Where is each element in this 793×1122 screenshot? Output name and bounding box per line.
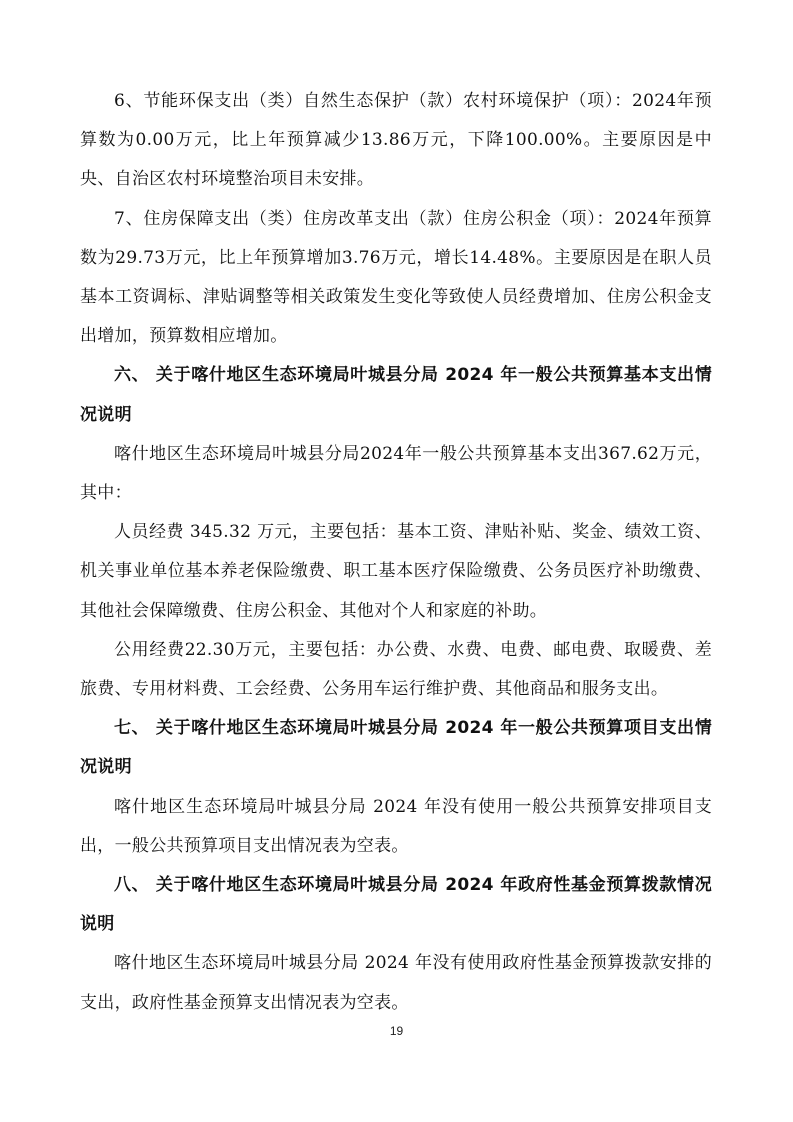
paragraph-item-7: 7、住房保障支出（类）住房改革支出（款）住房公积金（项）：2024年预算数为29.73万元，比上年预算增加3.76万元，增长14.48%。主要原因是在职人员基本工资调标、津贴调整等相关政策发生变化等致使人员经费增加、住房公积金支出增加，预算数相应增加。: [80, 208, 712, 347]
section-heading-7: 七、 关于喀什地区生态环境局叶城县分局 2024 年一般公共预算项目支出情况说明: [80, 718, 712, 778]
paragraph-project-expenditure: 喀什地区生态环境局叶城县分局 2024 年没有使用一般公共预算安排项目支出，一般公共预算项目支出情况表为空表。: [80, 796, 712, 856]
paragraph-item-6: 6、节能环保支出（类）自然生态保护（款）农村环境保护（项）：2024年预算数为0.00万元，比上年预算减少13.86万元，下降100.00%。主要原因是中央、自治区农村环境整治项目未安排。: [80, 91, 712, 190]
section-heading-8: 八、 关于喀什地区生态环境局叶城县分局 2024 年政府性基金预算拨款情况说明: [80, 875, 712, 935]
document-body: [80, 82, 712, 1023]
paragraph-government-fund: 喀什地区生态环境局叶城县分局 2024 年没有使用政府性基金预算拨款安排的支出，政府性基金预算支出情况表为空表。: [80, 953, 712, 1013]
page-number: 19: [389, 1024, 404, 1038]
paragraph-public-expenses: 公用经费22.30万元，主要包括：办公费、水费、电费、邮电费、取暖费、差旅费、专用材料费、工会经费、公务用车运行维护费、其他商品和服务支出。: [80, 639, 712, 700]
section-heading-6: 六、 关于喀什地区生态环境局叶城县分局 2024 年一般公共预算基本支出情况说明: [80, 365, 712, 425]
paragraph-basic-expenditure: 喀什地区生态环境局叶城县分局2024年一般公共预算基本支出367.62万元，其中：: [80, 443, 712, 504]
paragraph-personnel-expenses: 人员经费 345.32 万元，主要包括：基本工资、津贴补贴、奖金、绩效工资、机关事业单位基本养老保险缴费、职工基本医疗保险缴费、公务员医疗补助缴费、其他社会保障缴费、住房公积金、其他对个人和家庭的补助。: [80, 522, 712, 621]
